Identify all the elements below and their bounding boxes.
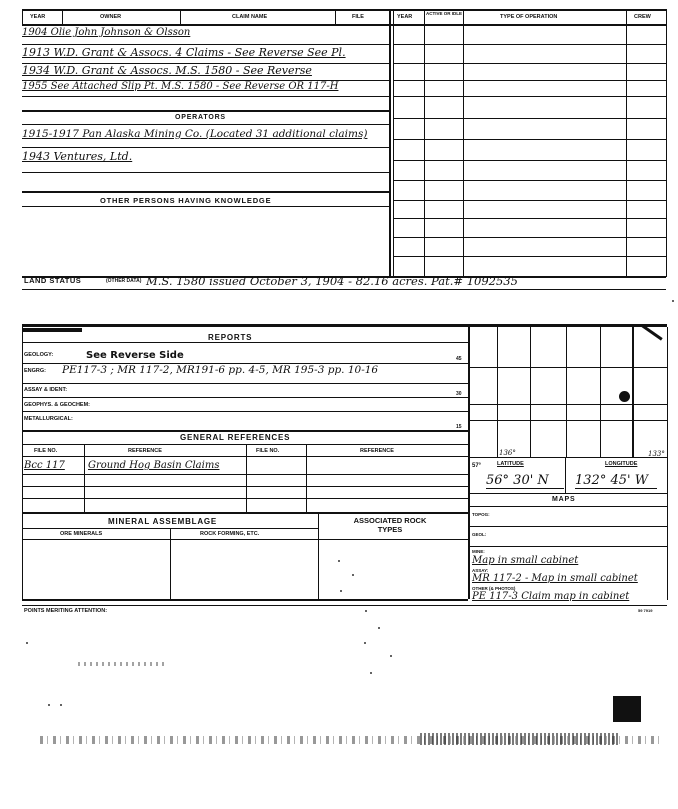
col-file-no-2: FILE NO. bbox=[256, 448, 280, 454]
row-number-15: 15 bbox=[456, 424, 462, 430]
header-claim-name: CLAIM NAME bbox=[232, 14, 268, 20]
latitude-value: 56° 30' N bbox=[486, 473, 549, 488]
longitude-value: 132° 45' W bbox=[575, 473, 649, 488]
geol-label: GEOL: bbox=[472, 532, 487, 537]
owner-entry-3: 1934 W.D. Grant & Assocs. M.S. 1580 - See Reverse bbox=[22, 64, 312, 77]
col-rock-forming: ROCK FORMING, ETC. bbox=[200, 531, 260, 537]
metallurgical-label: METALLURGICAL: bbox=[24, 416, 73, 422]
land-status-value: M.S. 1580 issued October 3, 1904 - 82.16 acres. Pat.# 1092535 bbox=[146, 274, 518, 288]
mine-value: Map in small cabinet bbox=[472, 555, 579, 566]
header-crew: CREW bbox=[634, 14, 651, 20]
row-number-30: 30 bbox=[456, 391, 462, 397]
other-photos-label: OTHER (& PHOTOS) bbox=[472, 586, 516, 591]
assay-ident-label: ASSAY & IDENT: bbox=[24, 387, 68, 393]
operator-entry-2: 1943 Ventures, Ltd. bbox=[22, 150, 133, 163]
col-file-no: FILE NO. bbox=[34, 448, 58, 454]
scan-noise-dense bbox=[420, 733, 620, 745]
lon-tick-label: 133° bbox=[648, 450, 665, 458]
engrg-label: ENGRG: bbox=[24, 368, 46, 374]
geology-value: See Reverse Side bbox=[86, 350, 184, 361]
general-references-title: GENERAL REFERENCES bbox=[180, 433, 291, 442]
location-marker-icon bbox=[619, 391, 630, 402]
scan-black-square bbox=[613, 696, 641, 722]
other-persons-label: OTHER PERSONS HAVING KNOWLEDGE bbox=[100, 196, 272, 205]
reports-title: REPORTS bbox=[208, 333, 253, 342]
gen-ref-file-entry: Bcc 117 bbox=[24, 460, 65, 471]
latitude-label: LATITUDE bbox=[497, 461, 524, 467]
gen-ref-reference-entry: Ground Hog Basin Claims bbox=[88, 460, 220, 471]
engrg-value: PE117-3 ; MR 117-2, MR191-6 pp. 4-5, MR 195-3 pp. 10-16 bbox=[62, 364, 379, 376]
owner-entry-2: 1913 W.D. Grant & Assocs. 4 Claims - See Reverse See Pl. bbox=[22, 46, 346, 59]
geophys-label: GEOPHYS. & GEOCHEM: bbox=[24, 402, 91, 408]
lat-tick-label: 136° bbox=[499, 449, 516, 457]
scan-noise-faint bbox=[78, 662, 168, 666]
assay-label: ASSAY: bbox=[472, 568, 489, 573]
owner-entry-4: 1955 See Attached Slip Pt. M.S. 1580 - See Reverse OR 117-H bbox=[22, 81, 339, 92]
mine-label: MINE: bbox=[472, 549, 485, 554]
col-reference-2: REFERENCE bbox=[360, 448, 394, 454]
topog-label: TOPOG: bbox=[472, 512, 490, 517]
form-number: 59 7919 bbox=[638, 608, 653, 613]
header-year: YEAR bbox=[30, 14, 46, 20]
header-file: FILE bbox=[352, 14, 364, 20]
other-photos-value: PE 117-3 Claim map in cabinet bbox=[472, 591, 630, 602]
land-status-label: LAND STATUS bbox=[24, 276, 82, 285]
col-reference: REFERENCE bbox=[128, 448, 162, 454]
header-type-of-operation: TYPE OF OPERATION bbox=[500, 14, 558, 20]
land-status-sub: (OTHER DATA) bbox=[106, 278, 142, 284]
assay-value: MR 117-2 - Map in small cabinet bbox=[472, 573, 638, 584]
header-active-idle: ACTIVE OR IDLE bbox=[426, 11, 463, 16]
longitude-label: LONGITUDE bbox=[605, 461, 638, 467]
header-year-2: YEAR bbox=[397, 14, 413, 20]
associated-rock-types-title: ASSOCIATED ROCK TYPES bbox=[353, 516, 427, 534]
geology-label: GEOLOGY: bbox=[24, 352, 54, 358]
operators-label: OPERATORS bbox=[175, 114, 226, 121]
mineral-assemblage-title: MINERAL ASSEMBLAGE bbox=[108, 517, 218, 526]
row-number-45: 45 bbox=[456, 356, 462, 362]
operator-entry-1: 1915-1917 Pan Alaska Mining Co. (Located 31 additional claims) bbox=[22, 128, 368, 140]
points-meriting-label: POINTS MERITING ATTENTION: bbox=[24, 608, 108, 614]
maps-label: MAPS bbox=[552, 496, 576, 503]
col-ore-minerals: ORE MINERALS bbox=[60, 531, 103, 537]
header-owner: OWNER bbox=[100, 14, 122, 20]
side-tick-label: 57° bbox=[472, 463, 482, 469]
owner-entry-1: 1904 Olie John Johnson & Olsson bbox=[22, 27, 191, 38]
